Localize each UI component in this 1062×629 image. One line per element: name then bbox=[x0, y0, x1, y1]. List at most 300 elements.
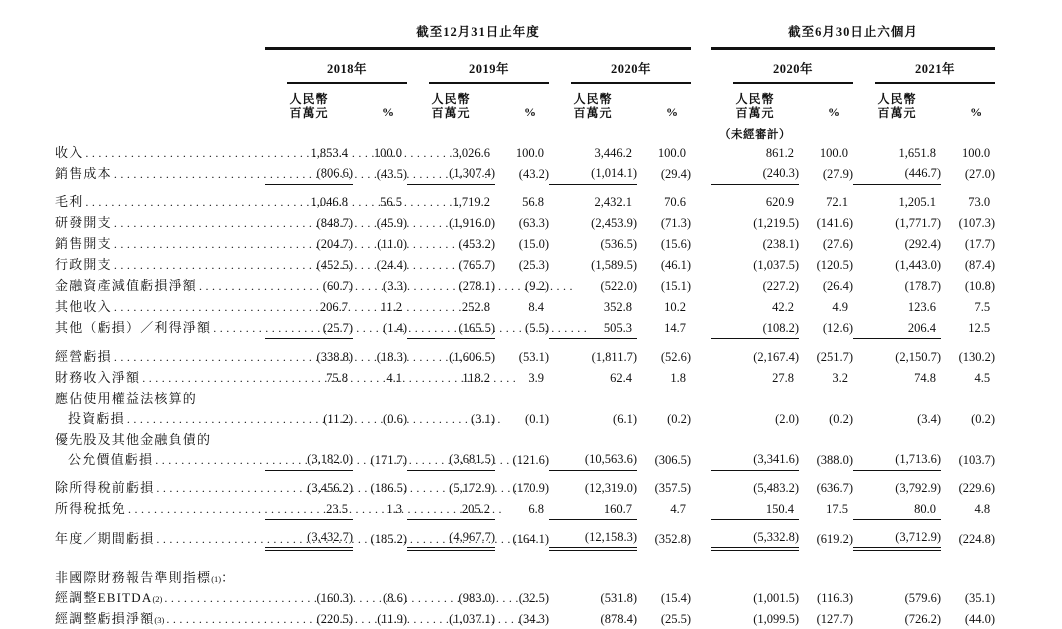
percent-value: 73.0 bbox=[968, 195, 991, 209]
unit-rmb-line2: 百萬元 bbox=[289, 106, 329, 120]
table-row bbox=[55, 499, 995, 520]
money-value: (1,099.5) bbox=[753, 611, 800, 626]
percent-value: (120.5) bbox=[816, 258, 854, 272]
table-row bbox=[55, 346, 995, 367]
percent-value bbox=[799, 429, 853, 449]
money-value: 205.2 bbox=[407, 499, 495, 520]
percent-value bbox=[799, 388, 853, 408]
row-label-cell bbox=[55, 388, 265, 408]
percent-value: (27.6) bbox=[822, 237, 854, 251]
row-label-suffix: ： bbox=[221, 569, 236, 585]
money-value: (1,307.4) bbox=[407, 163, 495, 184]
percent-value: (11.9) bbox=[377, 611, 407, 626]
money-value: (6.1) bbox=[613, 411, 637, 426]
money-value: (10,563.6) bbox=[549, 449, 637, 470]
money-value: (3,432.7) bbox=[265, 527, 353, 549]
dot-leader bbox=[128, 501, 251, 517]
percent-value bbox=[495, 388, 549, 408]
row-label-cell bbox=[55, 297, 265, 318]
unit-header-percent: % bbox=[970, 105, 983, 119]
dot-leader bbox=[114, 236, 251, 252]
percent-value: (171.7) bbox=[370, 452, 407, 467]
row-label bbox=[55, 278, 251, 294]
column-gap bbox=[691, 318, 711, 339]
percent-value: 4.1 bbox=[386, 370, 402, 385]
percent-value: (5.5) bbox=[525, 321, 549, 335]
money-value bbox=[853, 429, 941, 449]
percent-value bbox=[637, 567, 691, 587]
unit-rmb-line2: 百萬元 bbox=[431, 106, 471, 120]
dot-leader bbox=[199, 278, 251, 294]
column-gap bbox=[691, 527, 711, 549]
money-value: (3,182.0) bbox=[265, 449, 353, 470]
percent-value: (45.9) bbox=[376, 216, 407, 230]
unit-header-rmb bbox=[711, 84, 799, 120]
period-header-interim: 截至6月30日止六個月 bbox=[711, 22, 995, 49]
percent-value: (0.6) bbox=[383, 411, 407, 426]
percent-value: (18.3) bbox=[376, 349, 407, 364]
percent-value: 4.8 bbox=[974, 502, 991, 516]
table-row bbox=[55, 276, 995, 297]
money-value: (531.8) bbox=[600, 590, 637, 605]
percent-value: (35.1) bbox=[964, 590, 996, 605]
percent-value: (15.6) bbox=[660, 237, 692, 251]
money-value: (12,158.3) bbox=[549, 527, 637, 549]
money-value: (2,167.4) bbox=[753, 349, 800, 364]
percent-value: (43.5) bbox=[376, 166, 407, 181]
percent-value: (0.1) bbox=[525, 411, 549, 426]
spacer bbox=[55, 339, 995, 347]
spacer bbox=[55, 184, 995, 192]
percent-value: 14.7 bbox=[664, 321, 687, 335]
percent-value: (25.3) bbox=[518, 258, 549, 272]
column-gap bbox=[691, 213, 711, 234]
unit-header-rmb bbox=[549, 84, 637, 120]
money-value: (1,606.5) bbox=[449, 349, 495, 364]
percent-value: (107.3) bbox=[958, 216, 996, 230]
row-label-cell bbox=[55, 499, 265, 520]
money-value: 505.3 bbox=[549, 318, 637, 339]
row-label-text: 財務收入淨額 bbox=[55, 369, 141, 385]
row-label-text: 毛利 bbox=[55, 194, 84, 209]
column-gap bbox=[691, 234, 711, 255]
row-label bbox=[55, 432, 251, 447]
column-gap bbox=[691, 478, 711, 499]
header-spacer bbox=[55, 49, 265, 85]
money-value: (1,589.5) bbox=[591, 258, 637, 272]
row-label-cell bbox=[55, 527, 265, 549]
column-gap bbox=[691, 142, 711, 163]
money-value: (1,219.5) bbox=[753, 216, 800, 230]
dot-leader bbox=[114, 215, 251, 231]
money-value: (165.5) bbox=[407, 318, 495, 339]
period-header-row bbox=[55, 22, 995, 49]
money-value: (204.7) bbox=[316, 237, 353, 251]
percent-value: (53.1) bbox=[518, 349, 549, 364]
percent-value bbox=[353, 567, 407, 587]
percent-value bbox=[637, 388, 691, 408]
year-column-2020 bbox=[549, 49, 691, 85]
money-value bbox=[407, 388, 495, 408]
row-label-text: 經調整EBITDA bbox=[55, 589, 153, 605]
unit-rmb-line2: 百萬元 bbox=[877, 106, 917, 120]
money-value: 352.8 bbox=[603, 300, 632, 314]
percent-value: 100.0 bbox=[373, 145, 402, 160]
row-label-text: 經營虧損 bbox=[55, 348, 112, 364]
money-value: (240.3) bbox=[711, 163, 799, 184]
percent-value: (15.4) bbox=[660, 590, 692, 605]
percent-value: (0.2) bbox=[971, 411, 996, 426]
money-value: (878.4) bbox=[600, 611, 637, 626]
year-header-row bbox=[55, 49, 995, 85]
percent-value: (32.5) bbox=[518, 590, 549, 605]
percent-value: (636.7) bbox=[816, 481, 854, 495]
percent-value bbox=[799, 567, 853, 587]
percent-value: (25.5) bbox=[660, 611, 692, 626]
column-gap bbox=[691, 567, 711, 587]
money-value: (108.2) bbox=[711, 318, 799, 339]
percent-value: 12.5 bbox=[968, 321, 991, 335]
unit-header-percent: % bbox=[382, 105, 394, 119]
percent-value: (121.6) bbox=[512, 452, 549, 467]
row-label bbox=[55, 349, 251, 365]
table-row bbox=[55, 367, 995, 388]
unit-rmb-line1: 人民幣 bbox=[573, 92, 613, 106]
header-gap bbox=[691, 49, 711, 85]
column-gap bbox=[691, 449, 711, 470]
table-row bbox=[55, 449, 995, 470]
dot-leader bbox=[164, 590, 251, 606]
header-spacer bbox=[55, 120, 265, 142]
row-label-cell bbox=[55, 367, 265, 388]
percent-value: 100.0 bbox=[657, 145, 687, 160]
year-label: 2020年 bbox=[571, 59, 691, 84]
percent-value: 4.9 bbox=[832, 300, 849, 314]
row-label-cell bbox=[55, 234, 265, 255]
dot-leader bbox=[142, 370, 251, 386]
percent-value: (185.2) bbox=[370, 531, 407, 546]
money-value: (4,967.7) bbox=[407, 527, 495, 549]
year-column-2020-interim bbox=[711, 49, 853, 85]
row-label-cell bbox=[55, 567, 265, 587]
dot-leader bbox=[156, 480, 251, 496]
column-gap bbox=[691, 408, 711, 429]
percent-value: (357.5) bbox=[654, 481, 692, 495]
table-row bbox=[55, 608, 995, 629]
header-spacer bbox=[55, 22, 265, 49]
percent-value: (17.7) bbox=[964, 237, 996, 251]
money-value: (1,037.5) bbox=[753, 258, 800, 272]
column-gap bbox=[691, 388, 711, 408]
table-row bbox=[55, 388, 995, 408]
header-gap bbox=[691, 84, 711, 120]
row-label bbox=[55, 480, 251, 496]
table-body bbox=[55, 142, 995, 629]
money-value: (765.7) bbox=[458, 258, 495, 272]
percent-value: (224.8) bbox=[958, 531, 996, 546]
row-label-text: 行政開支 bbox=[55, 257, 112, 272]
dot-leader bbox=[114, 166, 251, 182]
table-row bbox=[55, 587, 995, 608]
row-label: 經調整虧損淨額 (3) ..... bbox=[55, 611, 251, 627]
percent-value: 56.8 bbox=[522, 195, 544, 209]
money-value bbox=[265, 567, 353, 587]
percent-value: (27.0) bbox=[964, 166, 996, 181]
row-label-text: 其他（虧損）／利得淨額 bbox=[55, 320, 212, 335]
row-label bbox=[55, 411, 251, 427]
row-label-cell bbox=[55, 318, 265, 339]
money-value: 23.5 bbox=[265, 499, 353, 520]
unit-header-rmb bbox=[265, 84, 353, 120]
unit-rmb-line1: 人民幣 bbox=[431, 92, 471, 106]
money-value: (1,443.0) bbox=[895, 258, 942, 272]
money-value: (806.6) bbox=[265, 163, 353, 184]
row-label-text: 投資虧損 bbox=[68, 410, 125, 426]
money-value bbox=[265, 429, 353, 449]
percent-value: (34.3) bbox=[518, 611, 549, 626]
percent-value: (11.0) bbox=[377, 237, 407, 251]
row-label-cell bbox=[55, 429, 265, 449]
table-row bbox=[55, 163, 995, 184]
money-value: (1,916.0) bbox=[449, 216, 495, 230]
percent-value bbox=[353, 388, 407, 408]
money-value: (983.0) bbox=[458, 590, 495, 605]
percent-value bbox=[637, 429, 691, 449]
row-label bbox=[55, 452, 251, 468]
percent-value: (44.0) bbox=[964, 611, 996, 626]
money-value: 206.7 bbox=[319, 300, 348, 314]
unit-rmb-line1: 人民幣 bbox=[735, 92, 775, 106]
money-value: (3,792.9) bbox=[895, 481, 942, 495]
money-value: (5,483.2) bbox=[753, 481, 800, 495]
table-row bbox=[55, 429, 995, 449]
row-label-text: 其他收入 bbox=[55, 299, 112, 314]
row-label-text: 年度／期間虧損 bbox=[55, 530, 155, 546]
row-label bbox=[55, 370, 251, 386]
percent-value: (15.1) bbox=[660, 279, 692, 293]
spacer-row bbox=[55, 520, 995, 528]
year-label: 2019年 bbox=[429, 59, 549, 84]
percent-value bbox=[353, 429, 407, 449]
percent-value: 8.4 bbox=[528, 300, 544, 314]
row-label-cell bbox=[55, 142, 265, 163]
percent-value: (103.7) bbox=[958, 452, 996, 467]
percent-value: (251.7) bbox=[816, 349, 854, 364]
row-label-cell bbox=[55, 163, 265, 184]
spacer-row bbox=[55, 470, 995, 478]
percent-value bbox=[495, 429, 549, 449]
money-value: (278.1) bbox=[458, 279, 495, 293]
year-label: 2020年 bbox=[733, 59, 853, 84]
row-label bbox=[55, 391, 251, 406]
table-row bbox=[55, 408, 995, 429]
percent-value: (71.3) bbox=[660, 216, 692, 230]
header-spacer bbox=[799, 120, 853, 142]
table-row bbox=[55, 318, 995, 339]
percent-value: (27.9) bbox=[822, 166, 854, 181]
row-label-text: 所得稅抵免 bbox=[55, 501, 127, 516]
table-row bbox=[55, 297, 995, 318]
money-value: (2,453.9) bbox=[591, 216, 637, 230]
table-row bbox=[55, 478, 995, 499]
percent-value: 7.5 bbox=[974, 300, 991, 314]
money-value: 861.2 bbox=[765, 145, 795, 160]
percent-value: (87.4) bbox=[964, 258, 996, 272]
money-value: (292.4) bbox=[904, 237, 942, 251]
money-value bbox=[549, 567, 637, 587]
percent-value: 10.2 bbox=[664, 300, 687, 314]
percent-value: (116.3) bbox=[817, 590, 854, 605]
year-label: 2018年 bbox=[287, 59, 407, 84]
table-row bbox=[55, 142, 995, 163]
percent-value: 56.5 bbox=[380, 195, 402, 209]
row-label-cell bbox=[55, 478, 265, 499]
money-value bbox=[711, 429, 799, 449]
money-value: (12,319.0) bbox=[584, 481, 637, 495]
percent-value: 100.0 bbox=[819, 145, 849, 160]
percent-value: (1.4) bbox=[383, 321, 407, 335]
row-label bbox=[55, 257, 251, 273]
money-value: (536.5) bbox=[600, 237, 637, 251]
money-value: (1,771.7) bbox=[895, 216, 942, 230]
percent-value: (3.3) bbox=[383, 279, 407, 293]
money-value: 118.2 bbox=[462, 370, 490, 385]
year-column-2019 bbox=[407, 49, 549, 85]
table-row bbox=[55, 213, 995, 234]
money-value: 42.2 bbox=[772, 300, 795, 314]
table-row bbox=[55, 192, 995, 213]
row-label-cell bbox=[55, 408, 265, 429]
row-label-cell bbox=[55, 346, 265, 367]
percent-value: 17.5 bbox=[826, 502, 849, 516]
row-label-cell bbox=[55, 449, 265, 470]
money-value bbox=[853, 388, 941, 408]
row-label bbox=[55, 299, 251, 315]
money-value: 1,853.4 bbox=[310, 145, 348, 160]
column-gap bbox=[691, 192, 711, 213]
column-gap bbox=[691, 163, 711, 184]
money-value: 123.6 bbox=[907, 300, 937, 314]
percent-value: (12.6) bbox=[822, 321, 854, 335]
money-value: (3.4) bbox=[917, 411, 942, 426]
percent-value: (388.0) bbox=[816, 452, 854, 467]
percent-value: 1.8 bbox=[670, 370, 687, 385]
money-value: (1,001.5) bbox=[753, 590, 800, 605]
row-label-text: 金融資產減值虧損淨額 bbox=[55, 278, 198, 293]
money-value: 74.8 bbox=[914, 370, 937, 385]
percent-value: 3.2 bbox=[832, 370, 849, 385]
percent-value: (352.8) bbox=[654, 531, 692, 546]
column-gap bbox=[691, 297, 711, 318]
percent-value: (141.6) bbox=[816, 216, 854, 230]
money-value: 80.0 bbox=[853, 499, 941, 520]
money-value: 2,432.1 bbox=[594, 195, 632, 209]
table-row bbox=[55, 255, 995, 276]
period-header-annual: 截至12月31日止年度 bbox=[265, 22, 691, 49]
table-row bbox=[55, 527, 995, 549]
money-value: (453.2) bbox=[458, 237, 495, 251]
money-value: (1,037.1) bbox=[449, 611, 495, 626]
column-gap bbox=[691, 429, 711, 449]
percent-value: (619.2) bbox=[816, 531, 854, 546]
percent-value bbox=[941, 567, 995, 587]
column-gap bbox=[691, 346, 711, 367]
row-label: 非國際財務報告準則指標 (1) ： bbox=[55, 569, 236, 585]
row-label bbox=[55, 166, 251, 182]
percent-value: (306.5) bbox=[654, 452, 692, 467]
percent-value: 4.7 bbox=[670, 502, 687, 516]
money-value: (11.2) bbox=[323, 411, 353, 426]
money-value: (522.0) bbox=[600, 279, 637, 293]
unit-header-rmb bbox=[407, 84, 495, 120]
column-gap bbox=[691, 499, 711, 520]
percent-value: (26.4) bbox=[822, 279, 854, 293]
percent-value: (130.2) bbox=[958, 349, 996, 364]
dot-leader bbox=[155, 452, 251, 468]
money-value: (227.2) bbox=[762, 279, 800, 293]
money-value: (178.7) bbox=[904, 279, 942, 293]
year-column-2018 bbox=[265, 49, 407, 85]
money-value: 75.8 bbox=[326, 370, 348, 385]
money-value: (1,811.7) bbox=[591, 349, 637, 364]
table-row bbox=[55, 567, 995, 587]
money-value: (2,150.7) bbox=[895, 349, 942, 364]
money-value: (5,172.9) bbox=[449, 481, 495, 495]
percent-value: 1.3 bbox=[386, 502, 402, 516]
unit-rmb-line2: 百萬元 bbox=[735, 106, 775, 120]
row-label bbox=[55, 320, 251, 336]
percent-value: (10.8) bbox=[964, 279, 996, 293]
dot-leader bbox=[114, 349, 251, 365]
money-value: (3.1) bbox=[471, 411, 495, 426]
row-label-cell bbox=[55, 213, 265, 234]
row-label-text: 銷售開支 bbox=[55, 236, 112, 251]
spacer-row bbox=[55, 339, 995, 347]
money-value bbox=[407, 429, 495, 449]
dot-leader bbox=[166, 611, 251, 627]
unit-header-percent: % bbox=[828, 105, 841, 119]
column-gap bbox=[691, 608, 711, 629]
money-value: (3,712.9) bbox=[853, 527, 941, 549]
money-value: 1,046.8 bbox=[310, 195, 348, 209]
dot-leader bbox=[156, 531, 251, 547]
header-gap bbox=[691, 22, 711, 49]
row-label-text: 收入 bbox=[55, 144, 84, 160]
column-gap bbox=[691, 276, 711, 297]
header-spacer bbox=[265, 120, 691, 142]
percent-value bbox=[941, 429, 995, 449]
money-value: (452.5) bbox=[316, 258, 353, 272]
money-value: (1,014.1) bbox=[549, 163, 637, 184]
row-label bbox=[55, 501, 251, 517]
percent-value: (63.3) bbox=[518, 216, 549, 230]
money-value bbox=[549, 388, 637, 408]
money-value: (446.7) bbox=[853, 163, 941, 184]
money-value: (220.5) bbox=[316, 611, 353, 626]
percent-value: (9.2) bbox=[525, 279, 549, 293]
money-value: (3,456.2) bbox=[307, 481, 353, 495]
percent-value: 3.9 bbox=[528, 370, 544, 385]
spacer-row bbox=[55, 184, 995, 192]
unit-header-percent: % bbox=[666, 105, 679, 119]
money-value: 1,651.8 bbox=[898, 145, 937, 160]
row-label bbox=[55, 215, 251, 231]
row-label: 經調整EBITDA (2) ..... bbox=[55, 590, 251, 606]
unit-header-percent: % bbox=[524, 105, 536, 119]
money-value bbox=[407, 567, 495, 587]
percent-value: (43.2) bbox=[518, 166, 549, 181]
money-value: (5,332.8) bbox=[711, 527, 799, 549]
